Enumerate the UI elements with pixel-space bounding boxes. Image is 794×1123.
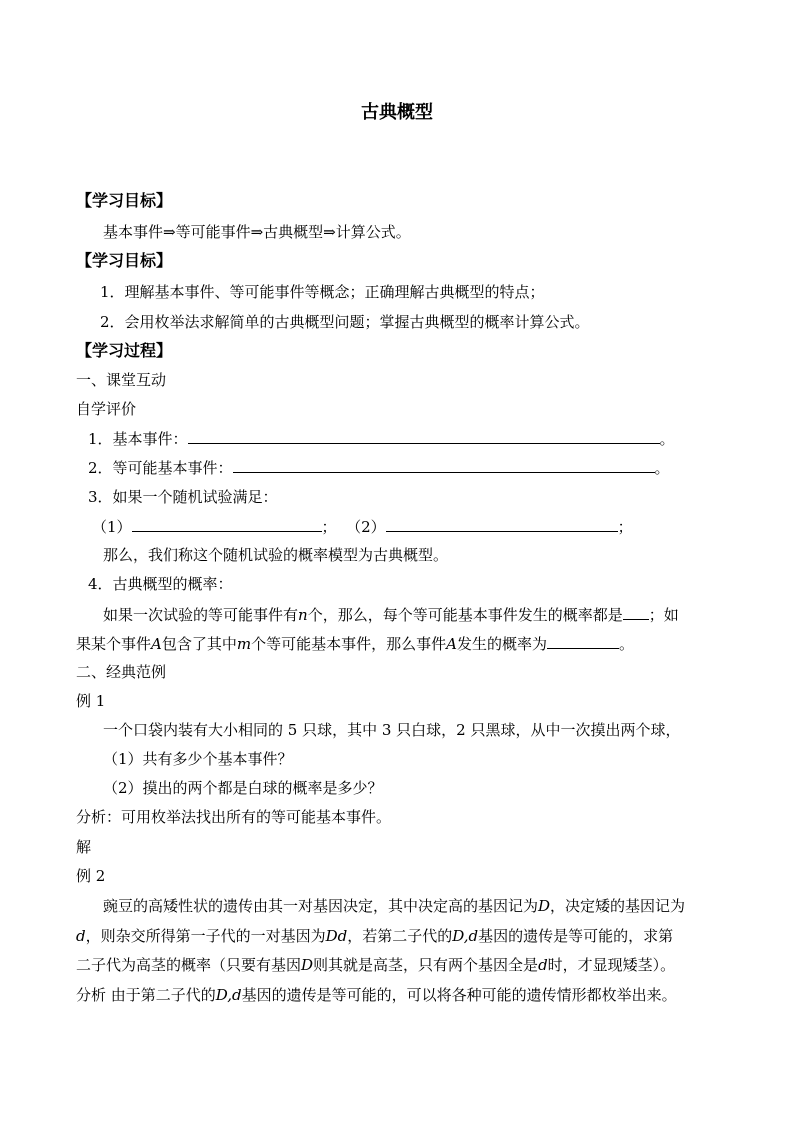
text-run: 。 [618, 635, 634, 653]
example-1-analysis: 分析：可用枚举法找出所有的等可能基本事件。 [76, 808, 392, 826]
condition-2-end: ； [617, 518, 633, 536]
probability-blank-2[interactable] [547, 633, 619, 649]
self-evaluation-label: 自学评价 [76, 400, 137, 418]
text-run: 包含了其中 [161, 635, 237, 653]
part-2-title: 二、经典范例 [76, 663, 167, 681]
text-run: 分析 由于第二子代的 [76, 986, 216, 1004]
variable-A: A [446, 635, 457, 653]
text-run: 基因的遗传是等可能的，求第 [478, 927, 674, 945]
example-2-line-1 [103, 896, 685, 916]
variable-d: d [76, 927, 86, 945]
condition-2-label: （2） [346, 518, 386, 536]
text-run: 个，那么，每个等可能基本事件发生的概率都是 [307, 606, 623, 624]
example-1-question-2: （2）摸出的两个都是白球的概率是多少？ [103, 779, 383, 797]
text-run: ，决定矮的基因记为 [550, 897, 686, 915]
text-run: 二子代为高茎的概率（只要有基因 [76, 956, 302, 974]
example-1-question-1: （1）共有多少个基本事件？ [103, 750, 293, 768]
concept-chain: 基本事件⇒等可能事件⇒古典概型⇒计算公式。 [103, 223, 411, 241]
question-1-end: 。 [659, 430, 675, 448]
question-4: 4．古典概型的概率： [88, 575, 233, 593]
heading-objectives-2: 【学习目标】 [76, 251, 173, 270]
variable-D: D [538, 897, 551, 915]
text-run: 时，才显现矮茎）。 [547, 956, 676, 974]
example-1-solution: 解 [76, 838, 92, 856]
condition-1-blank[interactable] [132, 516, 322, 532]
condition-1-end: ； [321, 518, 337, 536]
conditions-line [92, 516, 633, 537]
text-run: ；如 [648, 606, 679, 624]
condition-2-blank[interactable] [386, 516, 618, 532]
probability-blank-1[interactable] [623, 604, 649, 620]
definition-sentence: 那么，我们称这个随机试验的概率模型为古典概型。 [103, 546, 449, 564]
text-run: 豌豆的高矮性状的遗传由其一对基因决定，其中决定高的基因记为 [103, 897, 539, 915]
variable-D-d: D,d [215, 986, 242, 1004]
text-run: 则其就是高茎，只有两个基因全是 [313, 956, 539, 974]
probability-text-line-2 [76, 633, 634, 654]
question-1-label: 1．基本事件： [88, 430, 188, 448]
probability-text-line-1 [103, 604, 679, 625]
example-2-line-3 [76, 955, 675, 975]
example-2-analysis [76, 985, 677, 1005]
text-run: 基因的遗传是等可能的，可以将各种可能的遗传情形都枚举出来。 [241, 986, 677, 1004]
heading-process: 【学习过程】 [76, 341, 173, 360]
answer-blank-1[interactable] [188, 428, 660, 444]
question-3: 3．如果一个随机试验满足： [88, 488, 278, 506]
answer-blank-2[interactable] [233, 457, 655, 473]
text-run: 发生的概率为 [456, 635, 547, 653]
variable-D-d: D,d [452, 927, 479, 945]
question-1 [88, 428, 675, 449]
variable-A: A [151, 635, 162, 653]
variable-Dd: Dd [325, 927, 348, 945]
text-run: ，若第二子代的 [347, 927, 453, 945]
objective-item-1: 1．理解基本事件、等可能事件等概念；正确理解古典概型的特点； [100, 283, 545, 301]
question-2-label: 2．等可能基本事件： [88, 459, 233, 477]
text-run: 个等可能基本事件，那么事件 [251, 635, 447, 653]
text-run: 如果一次试验的等可能事件有 [103, 606, 299, 624]
example-1-text: 一个口袋内装有大小相同的 5 只球，其中 3 只白球，2 只黑球，从中一次摸出两个球， [103, 721, 681, 739]
variable-D: D [301, 956, 314, 974]
variable-n: n [298, 606, 308, 624]
objective-item-2: 2．会用枚举法求解简单的古典概型问题；掌握古典概型的概率计算公式。 [100, 313, 590, 331]
text-run: 果某个事件 [76, 635, 152, 653]
question-2-end: 。 [654, 459, 670, 477]
question-2 [88, 457, 670, 478]
variable-d: d [538, 956, 548, 974]
text-run: ，则杂交所得第一子代的一对基因为 [85, 927, 326, 945]
example-1-label: 例 1 [76, 692, 106, 710]
example-2-label: 例 2 [76, 867, 106, 885]
heading-objectives: 【学习目标】 [76, 191, 173, 210]
condition-1-label: （1） [92, 518, 132, 536]
part-1-title: 一、课堂互动 [76, 371, 167, 389]
variable-m: m [236, 635, 252, 653]
page-title: 古典概型 [361, 102, 433, 123]
example-2-line-2 [76, 926, 673, 946]
